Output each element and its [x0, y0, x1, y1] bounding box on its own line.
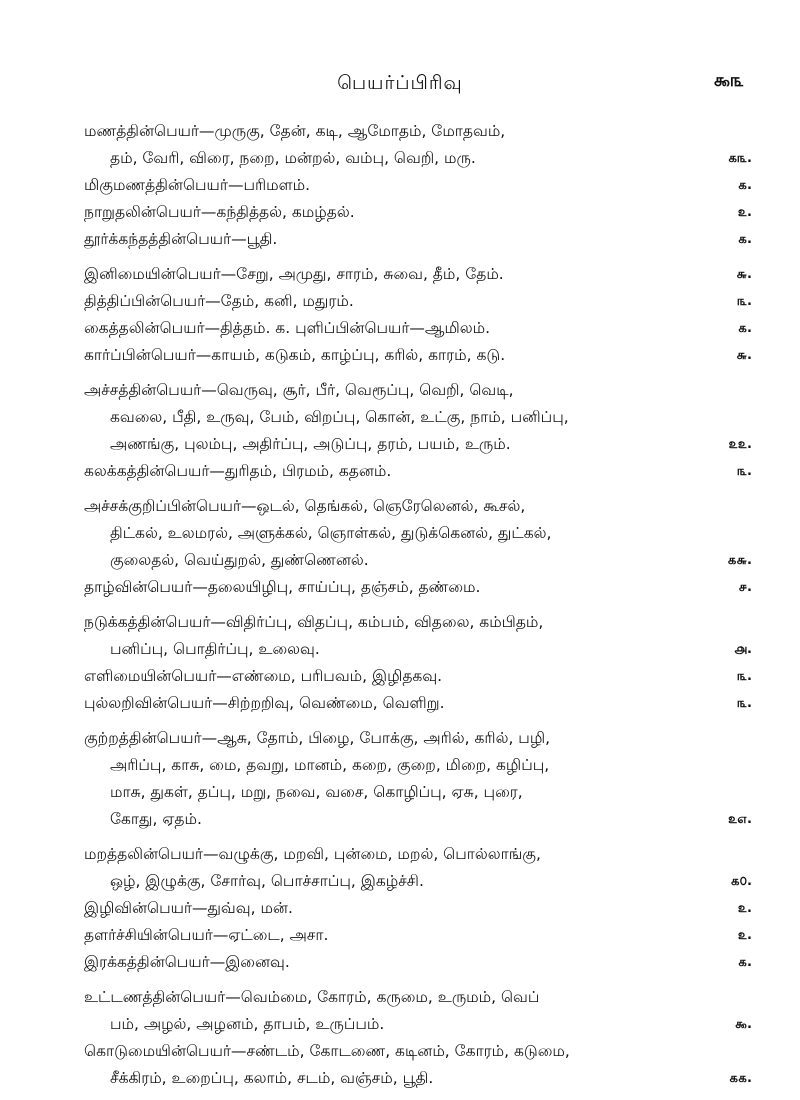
entry-gap [84, 601, 716, 609]
synonym-entry [84, 261, 752, 288]
entry-count: ௧௧. [729, 1071, 752, 1086]
synonym-entry [84, 226, 752, 253]
entry-line: நடுக்கத்தின்பெயர்—விதிர்ப்பு, விதப்பு, கம்பம், விதலை, கம்பிதம், [84, 613, 544, 631]
entry-line: தம், வேரி, விரை, நறை, மன்றல், வம்பு, வெறி, மரு. [110, 149, 476, 167]
synonym-entry [84, 574, 752, 601]
entry-line: ஒழ், இழுக்கு, சோர்வு, பொச்சாப்பு, இகழ்ச்சி. [110, 872, 424, 890]
entry-gap [84, 369, 716, 377]
synonym-entry [84, 342, 752, 369]
synonym-entry [84, 841, 752, 895]
entry-line: அணங்கு, புலம்பு, அதிர்ப்பு, அடுப்பு, தரம், பயம், உரும். [110, 435, 511, 453]
entry-line: இரக்கத்தின்பெயர்—இனைவு. [84, 953, 290, 971]
entry-count: ௩. [737, 669, 752, 684]
page-title: பெயர்ப்பிரிவு [337, 72, 463, 94]
synonym-entry [84, 949, 752, 976]
entry-gap [84, 253, 716, 261]
entry-line: அரிப்பு, காசு, மை, தவறு, மானம், கறை, குறை, மிறை, கழிப்பு, [110, 756, 550, 774]
entry-count: ௬. [736, 348, 752, 363]
entry-line: இழிவின்பெயர்—துவ்வு, மன். [84, 899, 293, 917]
entry-line: மறத்தலின்பெயர்—வழுக்கு, மறவி, புன்மை, மறல், பொல்லாங்கு, [84, 845, 541, 863]
entry-line: கவலை, பீதி, உருவு, பேம், விறப்பு, கொன், உட்கு, நாம், பனிப்பு, [110, 408, 569, 426]
entry-line: நாறுதலின்பெயர்—கந்தித்தல், கமழ்தல். [84, 203, 355, 221]
entry-line: கார்ப்பின்பெயர்—காயம், கடுகம், காழ்ப்பு, கரில், காரம், கடு. [84, 346, 506, 364]
entry-count: ௯. [735, 1017, 752, 1032]
synonym-entry [84, 493, 752, 574]
entry-count: ௨. [737, 901, 752, 916]
entry-count: ௨௨. [728, 437, 752, 452]
synonym-entry [84, 458, 752, 485]
synonym-entry [84, 118, 752, 172]
entry-line: எளிமையின்பெயர்—எண்மை, பரிபவம், இழிதகவு. [84, 667, 443, 685]
entry-count: ௧. [738, 178, 752, 193]
synonym-entry [84, 895, 752, 922]
synonym-entry [84, 199, 752, 226]
entry-line: பம், அழல், அழனம், தாபம், உருப்பம். [110, 1015, 385, 1033]
entry-count: ௧. [738, 955, 752, 970]
entry-line: சீக்கிரம், உறைப்பு, கலாம், சடம், வஞ்சம், பூதி. [110, 1069, 434, 1087]
entry-count: ௧. [738, 321, 752, 336]
synonym-entry [84, 922, 752, 949]
entry-line: மிகுமணத்தின்பெயர்—பரிமளம். [84, 176, 310, 194]
entry-line: அச்சக்குறிப்பின்பெயர்—ஒடல், தெங்கல், ஞெரேலெனல், கூசல், [84, 497, 526, 515]
word-list [84, 118, 752, 1092]
entry-count: ௪. [738, 580, 752, 595]
synonym-entry [84, 1038, 752, 1092]
entry-count: ௧௦. [730, 874, 752, 889]
entry-count: ௬. [736, 267, 752, 282]
entry-gap [84, 717, 716, 725]
synonym-entry [84, 609, 752, 663]
entry-count: ௨. [737, 928, 752, 943]
entry-line: மாசு, துகள், தப்பு, மறு, நவை, வசை, கொழிப்பு, ஏசு, புரை, [110, 783, 523, 801]
entry-line: குலைதல், வெய்துறல், துண்ணெனல். [110, 551, 369, 569]
entry-line: அச்சத்தின்பெயர்—வெருவு, சூர், பீர், வெரூப்பு, வெறி, வெடி, [84, 381, 514, 399]
synonym-entry [84, 377, 752, 458]
entry-line: கைத்தலின்பெயர்—தித்தம். க. புளிப்பின்பெயர்—ஆமிலம். [84, 319, 491, 337]
entry-line: மணத்தின்பெயர்—முருகு, தேன், கடி, ஆமோதம், மோதவம், [84, 122, 506, 140]
entry-count: ௨. [737, 205, 752, 220]
entry-line: திட்கல், உலமரல், அளுக்கல், ஞொள்கல், துடுக்கெனல், துட்கல், [110, 524, 552, 542]
entry-count: ௨௭. [728, 812, 752, 827]
entry-line: உட்டணத்தின்பெயர்—வெம்மை, கோரம், கருமை, உருமம், வெப் [84, 988, 540, 1006]
synonym-entry [84, 172, 752, 199]
synonym-entry [84, 725, 752, 833]
entry-line: பனிப்பு, பொதிர்ப்பு, உலைவு. [110, 640, 320, 658]
entry-count: ௩. [737, 696, 752, 711]
synonym-entry [84, 315, 752, 342]
entry-line: கலக்கத்தின்பெயர்—துரிதம், பிரமம், கதனம். [84, 462, 392, 480]
synonym-entry [84, 690, 752, 717]
page-number: ௯௩ [713, 70, 744, 91]
entry-count: ௧௩. [728, 151, 752, 166]
entry-gap [84, 833, 716, 841]
synonym-entry [84, 663, 752, 690]
entry-line: தளர்ச்சியின்பெயர்—ஏட்டை, அசா. [84, 926, 329, 944]
entry-line: கொடுமையின்பெயர்—சண்டம், கோடணை, கடினம், கோரம், கடுமை, [84, 1042, 570, 1060]
entry-line: புல்லறிவின்பெயர்—சிற்றறிவு, வெண்மை, வெளிறு. [84, 694, 445, 712]
entry-count: ௧௬. [727, 553, 752, 568]
entry-line: தாழ்வின்பெயர்—தலையிழிபு, சாய்ப்பு, தஞ்சம், தண்மை. [84, 578, 481, 596]
entry-count: ௮. [734, 642, 752, 657]
entry-gap [84, 485, 716, 493]
page-header [0, 70, 800, 100]
entry-count: ௩. [737, 294, 752, 309]
entry-line: இனிமையின்பெயர்—சேறு, அமுது, சாரம், சுவை, தீம், தேம். [84, 265, 504, 283]
synonym-entry [84, 288, 752, 315]
synonym-entry [84, 984, 752, 1038]
entry-line: தூர்க்கந்தத்தின்பெயர்—பூதி. [84, 230, 278, 248]
entry-count: ௧. [738, 232, 752, 247]
entry-gap [84, 976, 716, 984]
entry-line: குற்றத்தின்பெயர்—ஆசு, தோம், பிழை, போக்கு, அரில், கரில், பழி, [84, 729, 551, 747]
entry-count: ௩. [737, 464, 752, 479]
entry-line: கோது, ஏதம். [110, 810, 202, 828]
entry-line: தித்திப்பின்பெயர்—தேம், கனி, மதுரம். [84, 292, 354, 310]
